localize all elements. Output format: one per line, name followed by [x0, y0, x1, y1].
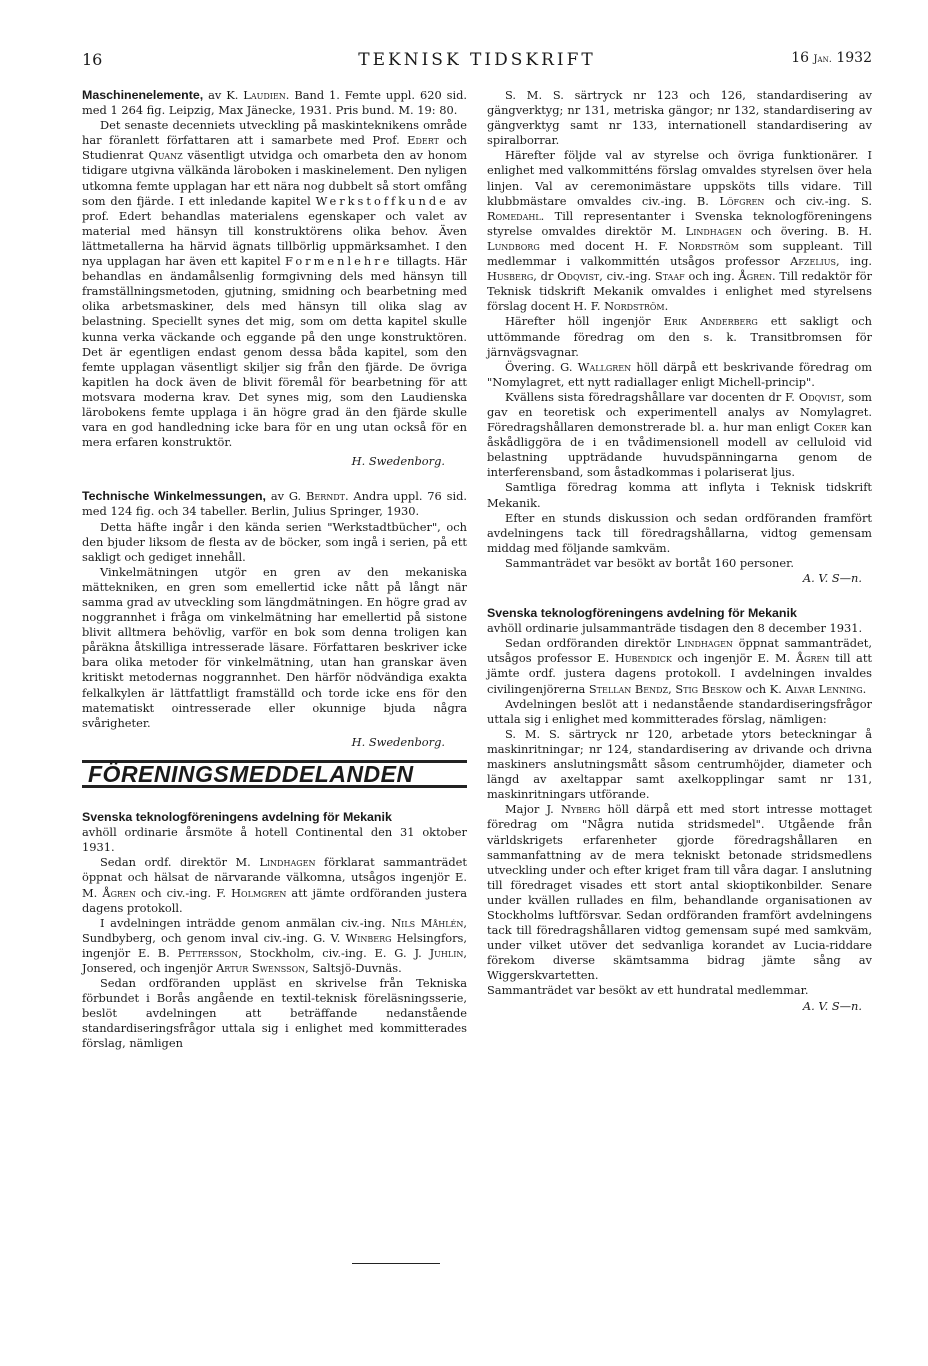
name-alvar-lenning: Alvar Lenning	[785, 681, 863, 696]
review2-title: Technische Winkelmessungen,	[82, 489, 267, 504]
notice2-paragraph-5: Sammanträdet var besökt av ett hundratal medlemmar.	[487, 983, 809, 998]
notice1-paragraph-2	[82, 916, 467, 976]
name-odqvist-2: Odqvist	[798, 389, 841, 404]
name-edert: Edert	[407, 133, 439, 148]
name-nordstrom: Nordström	[678, 238, 739, 253]
name-lofgren: Löfgren	[719, 193, 765, 208]
notice2-closing	[487, 983, 872, 998]
notice1-signature: A. V. S—n.	[802, 571, 862, 585]
name-erik-anderberg: Erik Anderberg	[663, 314, 758, 329]
name-coker: Coker	[813, 420, 847, 435]
name-quanz: Quanz	[148, 148, 183, 163]
name-agren: Ågren	[102, 885, 136, 900]
n1p8-c: kan åskådliggöra de i en tvådimensionell modell av celluloid vid belastning uppträdande huvudspänningarna genom de interferensband, som åstadkommas i polariserat ljus.	[487, 420, 872, 480]
name-hubendick: Hubendick	[614, 651, 672, 666]
name-lundborg: Lundborg	[487, 238, 540, 253]
n1p1-a: Sedan ordf. direktör M.	[100, 855, 260, 870]
notice1-paragraph-7	[487, 360, 872, 390]
n1p5-k: . Till redaktör för Teknisk tidskrift Mekanik omvaldes i enlighet med styrelsens förslag docent H. F.	[487, 269, 873, 314]
n2p1-g: .	[862, 681, 867, 696]
n1p5-g: , ing.	[836, 254, 872, 269]
name-pettersson: Pettersson	[177, 945, 239, 960]
name-husberg: Husberg	[487, 269, 534, 284]
n2p1-c: och ingenjör E. M.	[671, 651, 796, 666]
notice1-paragraph-1	[82, 855, 467, 915]
review1-byline-a: av K.	[203, 88, 244, 102]
n2p4-b: höll därpå ett med stort intresse mottaget föredrag om "Några nutida stridsmedel". Utgående från världskrigets erfarenheter gjorde föredragshållaren en sammanfattning av de mera tekniskt betonade stridsmedlens utveckling under och efter kriget fram till våra dagar. I anslutning till föredraget visades ett stort antal skioptikonbilder. Senare under kvällen rullades en film, behandlande organisationen av Stockholms luftförsvar. Sedan ordföranden framfört avdelningens tack till föredragshållaren vidtog gemensam supé med samkväm, under vilket utöver det sedvanliga korandet av Lucia-riddare förekom diverse skämtsamma bidrag jämte sång av Wiggerskvartetten.	[487, 802, 873, 983]
n2p1-d: till att jämte ordf. justera dagens protokoll. I avdelningen invaldes civilingenjörerna	[487, 651, 873, 696]
name-lindhagen-3: Lindhagen	[676, 636, 733, 651]
review2-signature: H. Swedenborg.	[351, 734, 445, 749]
n1p1-c: och civ.-ing. F.	[135, 885, 232, 900]
notice2-paragraph-2: Avdelningen beslöt att i nedanstående standardiseringsfrågor uttala sig i enlighet med kommitterades förslag, nämligen:	[487, 696, 872, 726]
review1-text-b: och Studienrat	[82, 133, 467, 163]
n1p5-d: och övering. B. H.	[741, 223, 872, 238]
name-juhlin: Juhlin	[429, 945, 464, 960]
review2-author: Berndt.	[305, 489, 349, 504]
n1p8-a: Kvällens sista föredragshållare var docenten dr F.	[505, 389, 799, 404]
n1p5-a: Härefter följde val av styrelse och övriga funktionärer. I enlighet med valkommitténs förslag omvaldes styrelsen över hela linjen. Val av ceremonimästare uppsköts tills vidare. Till klubbmästare omvaldes civ.-ing. B.	[487, 148, 872, 208]
name-agren-3: Ågren	[795, 651, 830, 666]
notice1-paragraph-11: Sammanträdet var besökt av bortåt 160 personer.	[505, 555, 794, 570]
name-nyberg: Nyberg	[560, 802, 601, 817]
page-number: 16	[82, 50, 103, 69]
n1p5-c: . Till representanter i Svenska teknologföreningens styrelse omvaldes direktör M.	[487, 208, 872, 238]
right-column	[487, 88, 872, 1014]
n1p5-l: .	[664, 299, 669, 314]
name-nils-mahlen: Nils Måhlén	[391, 915, 464, 930]
review1-text-c: väsentligt utvidga och omarbeta den av honom tidigare utgivna välkända läroboken i maskinelement. Den nyligen utkomna femte upplagan har ett nära nog dubbelt så stort omfång som den fjärde. I ett inledande kapitel	[82, 148, 467, 208]
notice1-paragraph-6	[487, 314, 872, 359]
n2p1-f: och K.	[741, 681, 786, 696]
review1-signature: H. Swedenborg.	[351, 454, 445, 469]
n1p5-j: och ing.	[684, 269, 739, 284]
notice2-paragraph-1	[487, 636, 872, 696]
n1p5-f: som suppleant. Till medlemmar i valkommittén utsågos professor	[487, 238, 872, 269]
review1-text-d: av prof. Edert behandlas materialens egenskaper och valet av material med hänsyn till konstruktörens olika behov. Även lättmetallerna ha härvid ägnats tillbörlig uppmärksamhet. I den nya upplagan har även ett kapitel	[82, 193, 467, 269]
notice1-paragraph-4: S. M. S. särtryck nr 123 och 126, standardisering av gängverktyg; nr 131, metriska gängor; nr 132, standardisering av gängverktyg samt nr 133, internationell standardisering av spiralborrar.	[487, 88, 872, 148]
name-nordstrom-2: Nordström	[604, 299, 665, 314]
n1p5-b: och civ.-ing. S.	[764, 193, 872, 208]
name-stellan-bendz: Stellan Bendz	[588, 681, 669, 696]
name-staaf: Staaf	[654, 269, 685, 284]
n1p2-c: Helsingfors, ingenjör E. B.	[82, 930, 467, 960]
review1-heading	[82, 88, 467, 118]
n1p2-a: I avdelningen inträdde genom anmälan civ.-ing.	[100, 915, 392, 930]
review1-title: Maschinenelemente,	[82, 88, 204, 102]
issue-date	[791, 50, 872, 66]
issue-day: 16	[791, 50, 810, 66]
n1p2-b: , Sundbyberg, och genom inval civ.-ing. G. V.	[82, 915, 467, 945]
name-lindhagen-2: Lindhagen	[685, 223, 742, 238]
term-werkstoffkunde: Werkstoffkunde	[315, 193, 449, 208]
review2-byline-b: Andra uppl. 76 sid. med 124 fig. och 34 tabeller. Berlin, Julius Springer, 1930.	[82, 489, 467, 519]
name-lindhagen: Lindhagen	[259, 855, 316, 870]
notice1-paragraph-8	[487, 390, 872, 481]
notice2-intro: avhöll ordinarie julsammanträde tisdagen den 8 december 1931.	[487, 621, 863, 636]
review1-body	[82, 118, 467, 450]
section-banner	[82, 760, 467, 788]
name-holmgren: Holmgren	[231, 885, 287, 900]
n1p6-b: ett sakligt och uttömmande föredrag om den s. k. Transitbromsen för järnvägsvagnar.	[487, 314, 872, 359]
name-odqvist: Odqvist	[557, 269, 600, 284]
notice2-title: Svenska teknologföreningens avdelning för Mekanik	[487, 606, 797, 621]
review1-byline-b: Band 1. Femte uppl. 620 sid. med 1 264 fig. Leipzig, Max Jänecke, 1931. Pris bund. M. 19: 80.	[82, 88, 467, 118]
n2p1-a: Sedan ordföranden direktör	[505, 636, 677, 651]
n1p7-b: höll därpå ett beskrivande föredrag om "Nomylagret, ett nytt radiallager enligt Michell-princip".	[487, 359, 872, 389]
term-formenlehre: Formenlehre	[285, 254, 393, 269]
review2-heading	[82, 489, 467, 519]
n1p2-d: , Stockholm, civ.-ing. E. G. J.	[238, 945, 430, 960]
n2p1-b: öppnat sammanträdet, utsågos professor E.	[487, 636, 872, 666]
n1p2-e: , Jonsered, och ingenjör	[82, 945, 467, 975]
name-romedahl: Romedahl	[487, 208, 541, 223]
name-winberg: Winberg	[345, 930, 392, 945]
name-artur-swensson: Artur Swensson	[216, 960, 306, 975]
review2-paragraph-2: Vinkelmätningen utgör en gren av den mekaniska mättekniken, en gren som emellertid icke nått på långt när samma grad av utveckling som längdmätningen. En högre grad av noggrannhet i fråga om vinkelmätning har emellertid på sistone blivit alltmera behövlig, varför en bok som denna troligen kan påräkna åtskilliga intresserade läsare. Författaren beskriver icke bara olika metoder för vinkelmätning, utan han granskar även kritiskt metodernas noggrannhet. Den härför nödvändiga exakta felkalkylen är lättfattligt framställd och torde icke ens för den matematiskt ointresserade eller okunnige bjuda några svårigheter.	[82, 564, 467, 730]
n1p6-a: Härefter höll ingenjör	[505, 314, 664, 329]
notice1-paragraph-5	[487, 148, 872, 314]
n1p7-a: Övering. G.	[505, 359, 578, 374]
left-column	[82, 88, 467, 1052]
n1p5-i: , civ.-ing.	[599, 269, 655, 284]
notice2-paragraph-4	[487, 802, 872, 983]
notice2-signature: A. V. S—n.	[802, 998, 862, 1013]
name-afzelius: Afzelius	[790, 254, 837, 269]
name-agren-2: Ågren	[738, 269, 772, 284]
n1p2-f: , Saltsjö-Duvnäs.	[305, 960, 402, 975]
page-header	[82, 50, 872, 74]
n1p1-d: att jämte ordföranden justera dagens protokoll.	[82, 885, 467, 915]
n1p5-h: , dr	[533, 269, 558, 284]
name-stig-beskow: Stig Beskow	[675, 681, 742, 696]
name-wallgren: Wallgren	[577, 359, 632, 374]
notice1-title: Svenska teknologföreningens avdelning för Mekanik	[82, 810, 392, 825]
n1p8-b: , som gav en teoretisk och experimentell analys av Nomylagret. Föredragshållaren demonstrerade bl. a. hur man enligt	[487, 389, 872, 435]
notice1-intro: avhöll ordinarie årsmöte å hotell Continental den 31 oktober 1931.	[82, 825, 467, 855]
n2p1-e: ,	[668, 681, 676, 696]
review2-paragraph-1: Detta häfte ingår i den kända serien "Werkstadtbücher", och den bjuder liksom de flesta av de böcker, som ingå i serien, på ett sakligt och gediget innehåll.	[82, 519, 467, 564]
review1-author: Laudien.	[243, 88, 290, 102]
notice1-paragraph-3: Sedan ordföranden uppläst en skrivelse från Tekniska förbundet i Borås angående en textil-teknisk föreläsningsserie, beslöt avdelningen att beträffande nedanstående standardiseringsfrågor uttala sig i enlighet med kommitterades förslag, nämligen	[82, 976, 467, 1051]
notice1-paragraph-9: Samtliga föredrag komma att inflyta i Teknisk tidskrift Mekanik.	[487, 480, 872, 510]
notice1-paragraph-10: Efter en stunds diskussion och sedan ordföranden framfört avdelningens tack till föredragshållarna, vidtog gemensam middag med följande samkväm.	[487, 510, 872, 555]
end-rule	[352, 1263, 440, 1264]
journal-title: TEKNISK TIDSKRIFT	[358, 50, 596, 70]
n1p5-e: med docent H. F.	[539, 238, 679, 253]
section-title: FÖRENINGSMEDDELANDEN	[88, 760, 414, 787]
issue-month: Jan.	[813, 54, 832, 65]
review1-text-e: tillagts. Här behandlas en ändamålsenlig formgivning dels med hänsyn till framställningsmetoden, gjutning, smidning och bearbetning med olika arbetsmaskiner, dels med hänsyn till olika slag av belastning. Speciellt synes det mig, som om detta kapitel skulle kunna verka väckande och eggande på den unge konstruktören. Det är egentligen endast genom dessa båda kapitel, som den femte upplagan väsentligt skiljer sig från den fjärde. De övriga kapitlen ha dock även de blivit föremål för bearbetning för att motsvara moderna krav. Det synes mig, som den Laudienska lärobokens femte upplaga i än högre grad än den fjärde skulle vara en god handledning icke bara för en ung utan också för en mera erfaren konstruktör.	[82, 254, 468, 450]
review1-text-a: Det senaste decenniets utveckling på maskinteknikens område har föranlett författaren att i samarbete med Prof.	[82, 118, 467, 148]
n2p4-a: Major J.	[505, 802, 561, 817]
issue-year: 1932	[836, 50, 872, 66]
n1p1-b: förklarat sammanträdet öppnat och hälsat de närvarande välkomna, utsågos ingenjör E. M.	[82, 855, 467, 900]
notice2-paragraph-3: S. M. S. särtryck nr 120, arbetade ytors beteckningar å maskinritningar; nr 124, standardisering av drivande och drivna maskiners anslutningsmått såsom centrumhöjder, diameter och längd av axeltappar samt axelkopplingar samt nr 131, maskinritningars utförande.	[487, 726, 872, 802]
review2-byline-a: av G.	[266, 489, 306, 504]
